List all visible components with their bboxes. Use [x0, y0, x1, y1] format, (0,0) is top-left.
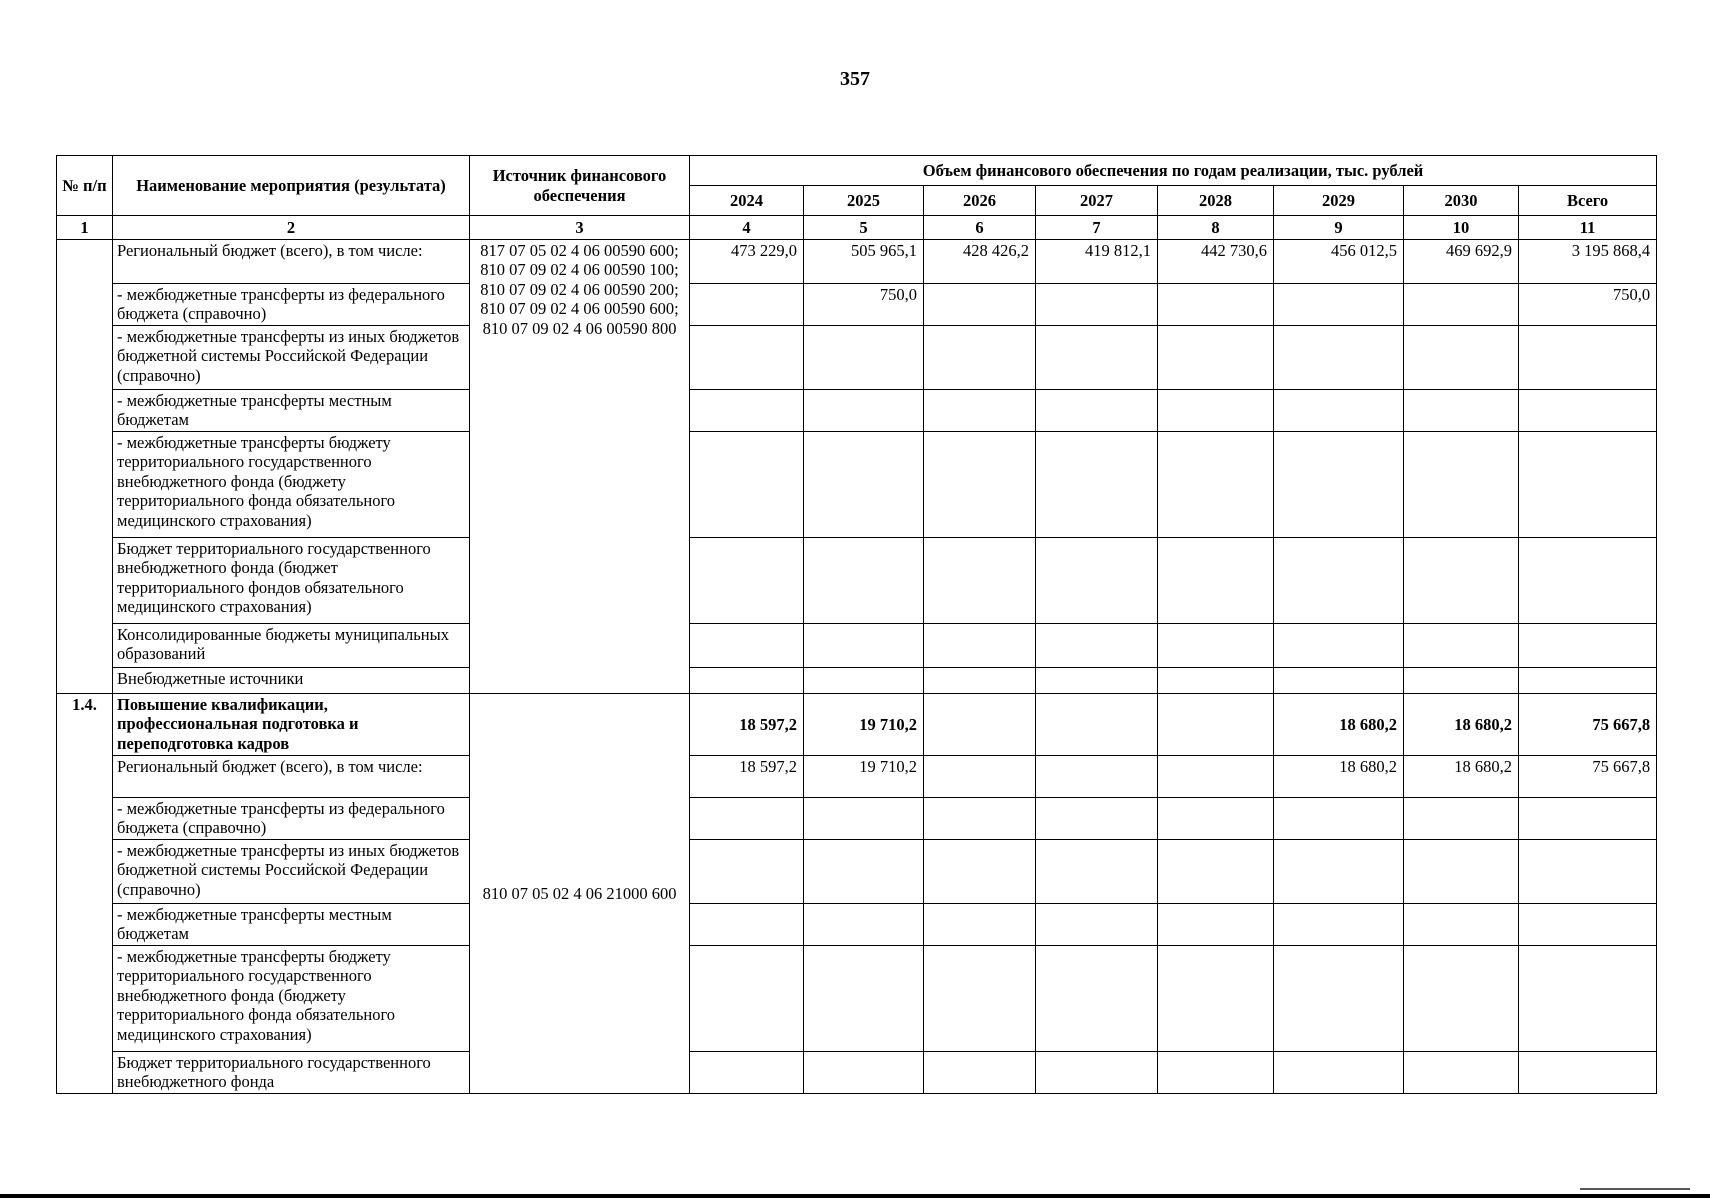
header-volume: Объем финансового обеспечения по годам реализации, тыс. рублей	[690, 156, 1657, 186]
year-value-cell	[1036, 798, 1158, 840]
year-value-cell	[924, 538, 1036, 624]
year-value-cell	[690, 1052, 804, 1094]
year-value-cell	[1036, 904, 1158, 946]
year-value-cell	[924, 668, 1036, 694]
year-value-cell	[1158, 798, 1274, 840]
year-value-cell: 18 680,2	[1404, 694, 1519, 756]
year-value-cell: 18 680,2	[1274, 756, 1404, 798]
row-name-cell: Консолидированные бюджеты муниципальных образований	[113, 624, 470, 668]
row-index-cell: 1.4.	[57, 694, 113, 1094]
total-value-cell	[1519, 538, 1657, 624]
year-value-cell	[1036, 1052, 1158, 1094]
year-value-cell	[1404, 904, 1519, 946]
row-name-cell: - межбюджетные трансферты бюджету территориального государственного внебюджетного фонда (бюджету территориального фонда обязательного медицинского страхования)	[113, 432, 470, 538]
total-value-cell	[1519, 624, 1657, 668]
table-row	[57, 624, 1657, 668]
year-value-cell	[1274, 390, 1404, 432]
year-value-cell	[1158, 840, 1274, 904]
year-value-cell	[1158, 538, 1274, 624]
year-value-cell	[1274, 840, 1404, 904]
header-year: 2030	[1404, 186, 1519, 216]
column-number: 6	[924, 216, 1036, 240]
year-value-cell	[690, 284, 804, 326]
year-value-cell	[924, 904, 1036, 946]
year-value-cell: 473 229,0	[690, 240, 804, 284]
year-value-cell	[690, 904, 804, 946]
year-value-cell: 750,0	[804, 284, 924, 326]
column-number: 8	[1158, 216, 1274, 240]
row-name-cell: Внебюджетные источники	[113, 668, 470, 694]
row-name-cell: - межбюджетные трансферты из иных бюджетов бюджетной системы Российской Федерации (справочно)	[113, 326, 470, 390]
year-value-cell	[690, 624, 804, 668]
table-row-activity	[57, 694, 1657, 756]
page-number: 357	[840, 68, 870, 90]
year-value-cell	[1036, 284, 1158, 326]
row-name-cell: Бюджет территориального государственного внебюджетного фонда (бюджет территориального фондов обязательного медицинского страхования)	[113, 538, 470, 624]
year-value-cell	[1404, 432, 1519, 538]
row-name-cell: - межбюджетные трансферты из иных бюджетов бюджетной системы Российской Федерации (справочно)	[113, 840, 470, 904]
year-value-cell	[924, 390, 1036, 432]
table-row	[57, 538, 1657, 624]
table-row	[57, 326, 1657, 390]
year-value-cell	[804, 624, 924, 668]
year-value-cell	[1274, 624, 1404, 668]
table-row	[57, 1052, 1657, 1094]
row-name-cell: - межбюджетные трансферты бюджету территориального государственного внебюджетного фонда (бюджету территориального фонда обязательного медицинского страхования)	[113, 946, 470, 1052]
year-value-cell: 469 692,9	[1404, 240, 1519, 284]
row-index-cell	[57, 240, 113, 694]
year-value-cell	[690, 432, 804, 538]
column-number: 3	[470, 216, 690, 240]
column-number: 11	[1519, 216, 1657, 240]
year-value-cell	[1158, 1052, 1274, 1094]
header-year: 2027	[1036, 186, 1158, 216]
year-value-cell	[1404, 798, 1519, 840]
year-value-cell	[924, 840, 1036, 904]
year-value-cell	[1158, 284, 1274, 326]
table-body	[57, 216, 1657, 1094]
total-value-cell: 3 195 868,4	[1519, 240, 1657, 284]
year-value-cell	[1158, 432, 1274, 538]
year-value-cell: 19 710,2	[804, 694, 924, 756]
year-value-cell: 442 730,6	[1158, 240, 1274, 284]
header-year: 2024	[690, 186, 804, 216]
page-bottom-edge	[0, 1194, 1710, 1198]
year-value-cell	[924, 798, 1036, 840]
year-value-cell: 428 426,2	[924, 240, 1036, 284]
year-value-cell	[1036, 432, 1158, 538]
year-value-cell: 18 680,2	[1274, 694, 1404, 756]
year-value-cell: 19 710,2	[804, 756, 924, 798]
year-value-cell	[690, 946, 804, 1052]
source-cell: 817 07 05 02 4 06 00590 600; 810 07 09 02 4 06 00590 100; 810 07 09 02 4 06 00590 200; 810 07 09 02 4 06 00590 600; 810 07 09 02 4 06 00590 800	[470, 240, 690, 694]
year-value-cell	[1274, 1052, 1404, 1094]
year-value-cell	[1274, 326, 1404, 390]
year-value-cell	[1274, 904, 1404, 946]
year-value-cell	[804, 668, 924, 694]
year-value-cell	[1158, 624, 1274, 668]
year-value-cell	[804, 904, 924, 946]
year-value-cell: 505 965,1	[804, 240, 924, 284]
year-value-cell	[1158, 668, 1274, 694]
year-value-cell	[924, 946, 1036, 1052]
year-value-cell	[1404, 1052, 1519, 1094]
year-value-cell: 18 680,2	[1404, 756, 1519, 798]
row-name-cell: - межбюджетные трансферты местным бюджетам	[113, 904, 470, 946]
column-number: 4	[690, 216, 804, 240]
year-value-cell	[1404, 326, 1519, 390]
year-value-cell	[1158, 326, 1274, 390]
year-value-cell	[1036, 390, 1158, 432]
header-name: Наименование мероприятия (результата)	[113, 156, 470, 216]
year-value-cell	[1036, 840, 1158, 904]
total-value-cell: 75 667,8	[1519, 694, 1657, 756]
total-value-cell	[1519, 946, 1657, 1052]
year-value-cell	[804, 432, 924, 538]
year-value-cell	[690, 840, 804, 904]
year-value-cell	[690, 538, 804, 624]
table-row	[57, 284, 1657, 326]
year-value-cell	[1158, 390, 1274, 432]
total-value-cell	[1519, 1052, 1657, 1094]
table-header	[57, 156, 1657, 216]
column-numbers-row	[57, 216, 1657, 240]
total-value-cell	[1519, 840, 1657, 904]
header-year: 2025	[804, 186, 924, 216]
year-value-cell	[1404, 284, 1519, 326]
row-name-cell: Региональный бюджет (всего), в том числе:	[113, 240, 470, 284]
year-value-cell	[1404, 538, 1519, 624]
financing-table-container	[56, 155, 1656, 1094]
row-name-cell: - межбюджетные трансферты из федерального бюджета (справочно)	[113, 798, 470, 840]
header-year: 2026	[924, 186, 1036, 216]
year-value-cell	[1274, 946, 1404, 1052]
year-value-cell	[1274, 284, 1404, 326]
year-value-cell	[690, 326, 804, 390]
header-no: № п/п	[57, 156, 113, 216]
year-value-cell	[1404, 840, 1519, 904]
column-number: 1	[57, 216, 113, 240]
column-number: 2	[113, 216, 470, 240]
row-name-cell: Региональный бюджет (всего), в том числе:	[113, 756, 470, 798]
year-value-cell	[924, 1052, 1036, 1094]
total-value-cell	[1519, 904, 1657, 946]
total-value-cell	[1519, 432, 1657, 538]
row-name-cell: Бюджет территориального государственного внебюджетного фонда	[113, 1052, 470, 1094]
year-value-cell: 18 597,2	[690, 694, 804, 756]
year-value-cell	[1036, 694, 1158, 756]
year-value-cell: 419 812,1	[1036, 240, 1158, 284]
row-name-cell: - межбюджетные трансферты местным бюджетам	[113, 390, 470, 432]
scan-edge-mark	[1580, 1188, 1690, 1190]
year-value-cell	[1274, 432, 1404, 538]
table-row	[57, 390, 1657, 432]
year-value-cell	[1274, 538, 1404, 624]
financing-table	[56, 155, 1657, 1094]
total-value-cell	[1519, 390, 1657, 432]
year-value-cell	[804, 798, 924, 840]
year-value-cell	[1404, 668, 1519, 694]
column-number: 7	[1036, 216, 1158, 240]
year-value-cell	[1036, 538, 1158, 624]
year-value-cell	[1036, 946, 1158, 1052]
table-row	[57, 946, 1657, 1052]
year-value-cell	[1036, 756, 1158, 798]
year-value-cell	[1404, 390, 1519, 432]
total-value-cell: 75 667,8	[1519, 756, 1657, 798]
activity-title-cell: Повышение квалификации, профессиональная подготовка и переподготовка кадров	[113, 694, 470, 756]
year-value-cell	[804, 1052, 924, 1094]
year-value-cell: 456 012,5	[1274, 240, 1404, 284]
year-value-cell: 18 597,2	[690, 756, 804, 798]
row-name-cell: - межбюджетные трансферты из федерального бюджета (справочно)	[113, 284, 470, 326]
year-value-cell	[924, 284, 1036, 326]
year-value-cell	[804, 946, 924, 1052]
header-total: Всего	[1519, 186, 1657, 216]
table-row	[57, 904, 1657, 946]
year-value-cell	[1158, 904, 1274, 946]
year-value-cell	[924, 756, 1036, 798]
year-value-cell	[1158, 946, 1274, 1052]
year-value-cell	[804, 538, 924, 624]
year-value-cell	[924, 432, 1036, 538]
header-year: 2028	[1158, 186, 1274, 216]
year-value-cell	[924, 326, 1036, 390]
column-number: 5	[804, 216, 924, 240]
table-row	[57, 432, 1657, 538]
year-value-cell	[804, 840, 924, 904]
year-value-cell	[804, 390, 924, 432]
year-value-cell	[1274, 798, 1404, 840]
total-value-cell	[1519, 668, 1657, 694]
year-value-cell	[1158, 756, 1274, 798]
year-value-cell	[1036, 326, 1158, 390]
year-value-cell	[1404, 624, 1519, 668]
year-value-cell	[1274, 668, 1404, 694]
year-value-cell	[1036, 668, 1158, 694]
column-number: 9	[1274, 216, 1404, 240]
year-value-cell	[924, 624, 1036, 668]
year-value-cell	[1404, 946, 1519, 1052]
total-value-cell	[1519, 326, 1657, 390]
table-row	[57, 798, 1657, 840]
year-value-cell	[1036, 624, 1158, 668]
header-source: Источник финансового обеспечения	[470, 156, 690, 216]
year-value-cell	[690, 390, 804, 432]
header-year: 2029	[1274, 186, 1404, 216]
table-row	[57, 240, 1657, 284]
table-row	[57, 756, 1657, 798]
year-value-cell	[690, 668, 804, 694]
table-row	[57, 668, 1657, 694]
total-value-cell	[1519, 798, 1657, 840]
table-row	[57, 840, 1657, 904]
column-number: 10	[1404, 216, 1519, 240]
year-value-cell	[1158, 694, 1274, 756]
year-value-cell	[690, 798, 804, 840]
year-value-cell	[804, 326, 924, 390]
source-cell: 810 07 05 02 4 06 21000 600	[470, 694, 690, 1094]
year-value-cell	[924, 694, 1036, 756]
total-value-cell: 750,0	[1519, 284, 1657, 326]
